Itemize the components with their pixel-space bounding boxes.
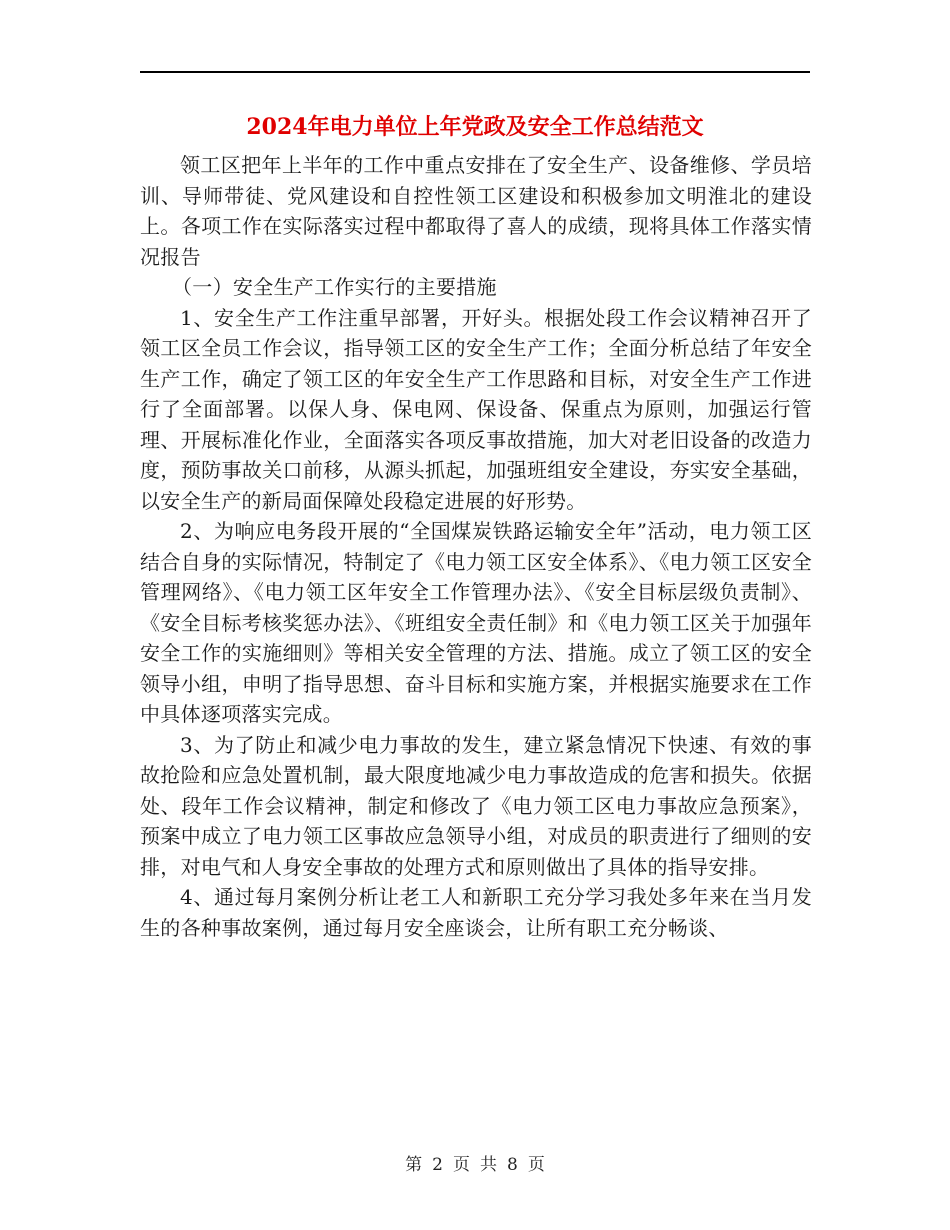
footer-current-page: 2	[432, 1155, 443, 1175]
page-footer	[0, 1153, 950, 1177]
header-rule	[140, 71, 810, 73]
paragraph-item-2: 2、为响应电务段开展的“全国煤炭铁路运输安全年”活动，电力领工区结合自身的实际情况，特制定了《电力领工区安全体系》、《电力领工区安全管理网络》、《电力领工区年安全工作管理办法》、《安全目标层级负责制》、《安全目标考核奖惩办法》、《班组安全责任制》和《电力领工区关于加强年安全工作的实施细则》等相关安全管理的方法、措施。成立了领工区的安全领导小组，申明了指导思想、奋斗目标和实施方案，并根据实施要求在工作中具体逐项落实完成。	[140, 519, 812, 726]
document-title: 2024年电力单位上年党政及安全工作总结范文	[246, 114, 704, 140]
footer-prefix: 第	[405, 1155, 423, 1175]
paragraph-intro: 领工区把年上半年的工作中重点安排在了安全生产、设备维修、学员培训、导师带徒、党风建设和自控性领工区建设和积极参加文明淮北的建设上。各项工作在实际落实过程中都取得了喜人的成绩，现将具体工作落实情况报告	[140, 153, 812, 269]
footer-total-pages: 8	[507, 1155, 518, 1175]
footer-suffix: 页	[527, 1155, 545, 1175]
paragraph-item-4: 4、通过每月案例分析让老工人和新职工充分学习我处多年来在当月发生的各种事故案例，通过每月安全座谈会，让所有职工充分畅谈、	[140, 885, 812, 940]
footer-total-label: 共	[480, 1155, 497, 1175]
paragraph-item-1: 1、安全生产工作注重早部署，开好头。根据处段工作会议精神召开了领工区全员工作会议，指导领工区的安全生产工作；全面分析总结了年安全生产工作，确定了领工区的年安全生产工作思路和目标，对安全生产工作进行了全面部署。以保人身、保电网、保设备、保重点为原则，加强运行管理、开展标准化作业，全面落实各项反事故措施，加大对老旧设备的改造力度，预防事故关口前移，从源头抓起，加强班组安全建设，夯实安全基础，以安全生产的新局面保障处段稳定进展的好形势。	[140, 305, 812, 513]
footer-page-label: 页	[453, 1155, 470, 1175]
paragraph-item-3: 3、为了防止和减少电力事故的发生，建立紧急情况下快速、有效的事故抢险和应急处置机制，最大限度地减少电力事故造成的危害和损失。依据处、段年工作会议精神，制定和修改了《电力领工区电力事故应急预案》，预案中成立了电力领工区事故应急领导小组，对成员的职责进行了细则的安排，对电气和人身安全事故的处理方式和原则做出了具体的指导安排。	[140, 732, 812, 879]
section-heading: （一）安全生产工作实行的主要措施	[172, 275, 497, 299]
document-body	[140, 150, 812, 943]
